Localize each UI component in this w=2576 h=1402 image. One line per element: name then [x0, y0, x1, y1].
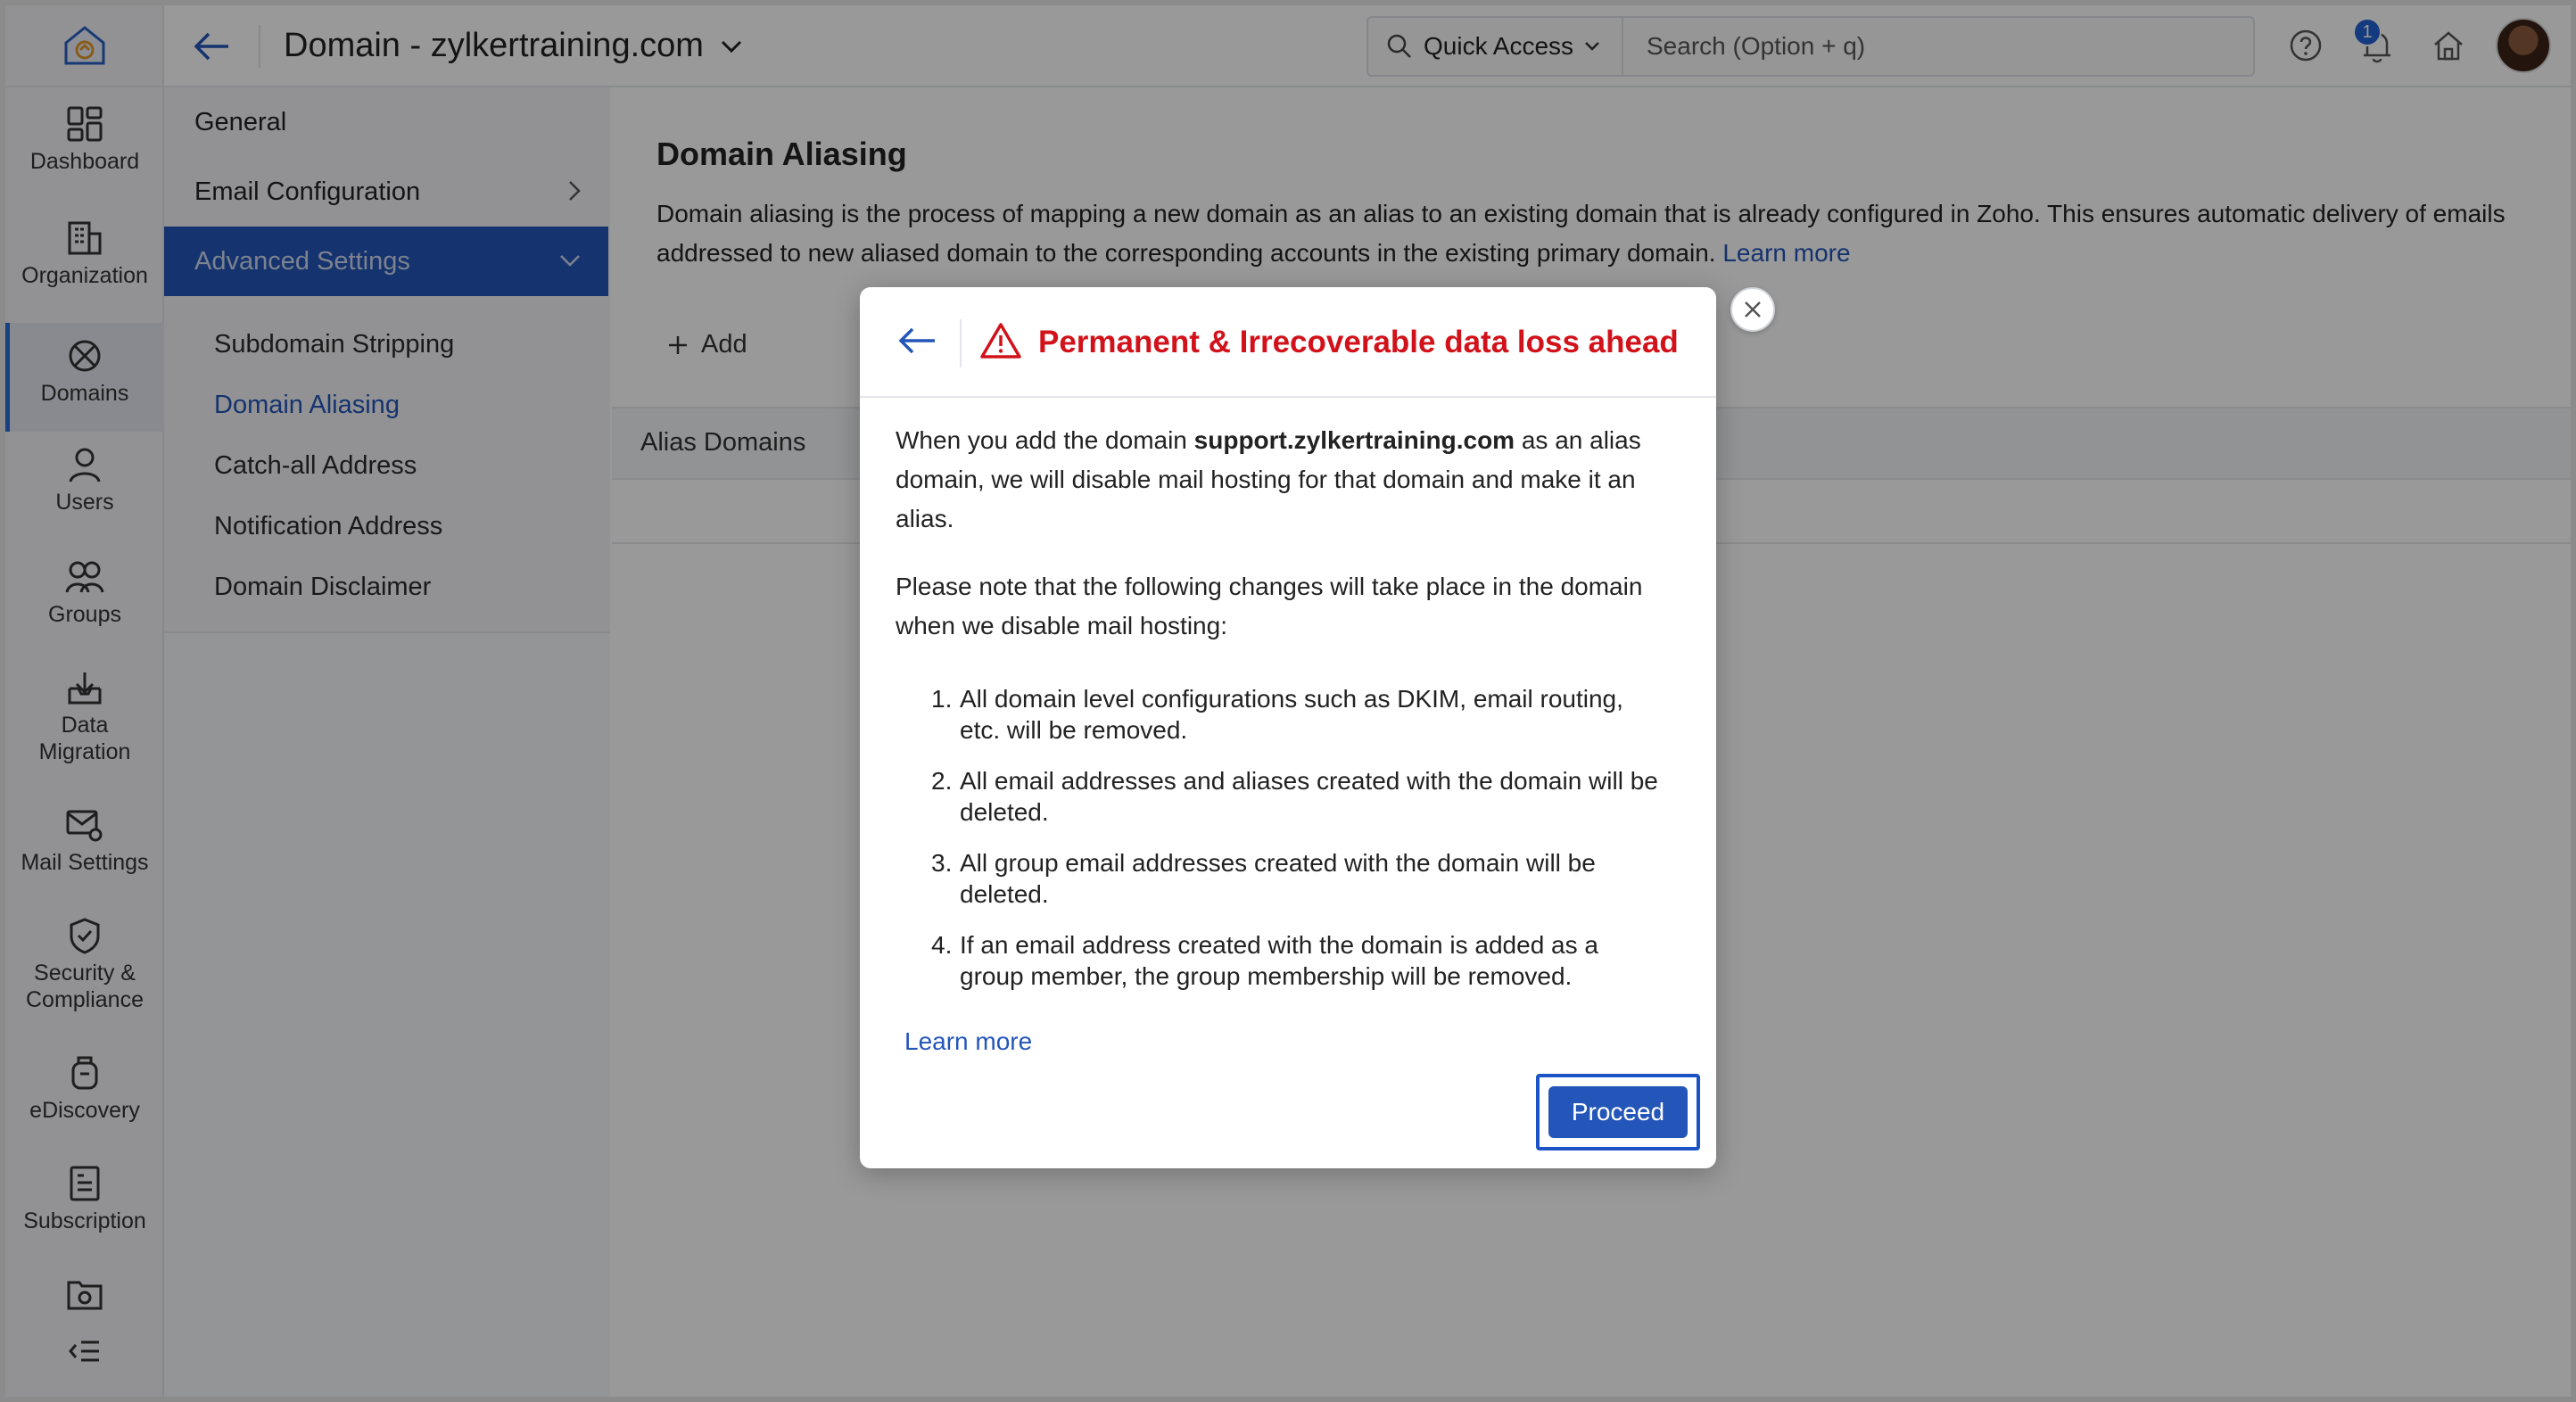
rail-label: Subscription	[23, 1208, 146, 1233]
nav-label: General	[194, 107, 287, 136]
nav-label: Email Configuration	[194, 177, 421, 206]
quick-access-label: Quick Access	[1424, 32, 1574, 60]
consequences-list	[931, 683, 1663, 1011]
rail-label: Users	[55, 490, 114, 515]
column-header-alias-domains: Alias Domains	[640, 428, 806, 457]
dialog-header	[860, 287, 1716, 398]
divider	[960, 319, 962, 367]
dialog-title: Permanent & Irrecoverable data loss ahead	[1038, 325, 1679, 359]
description-text: Domain aliasing is the process of mapping a new domain as an alias to an existing domain that is already configured in Zoho. This ensures automatic delivery of emails addressed to new aliased domain to the corresponding accounts in the existing primary domain.	[656, 200, 2506, 267]
nav-label: Advanced Settings	[194, 246, 410, 276]
back-arrow-icon	[897, 325, 938, 357]
list-item-text: If an email address created with the domain is added as a group member, the group membership will be removed.	[960, 931, 1598, 990]
rail-label: Mail Settings	[21, 850, 149, 875]
list-item-text: All group email addresses created with the domain will be deleted.	[960, 849, 1596, 908]
dialog-note: Please note that the following changes will take place in the domain when we disable mail hosting:	[896, 573, 1643, 639]
search-input[interactable]: Search (Option + q)	[1647, 32, 1866, 60]
dialog-back-button[interactable]	[897, 325, 938, 361]
close-icon	[1743, 300, 1763, 319]
list-item: 2. All email addresses and aliases created with the domain will be deleted.	[931, 767, 1658, 826]
sub-item-domain-aliasing[interactable]: Domain Aliasing	[214, 391, 400, 419]
warning-icon	[979, 321, 1022, 365]
sub-item-subdomain-stripping[interactable]: Subdomain Stripping	[214, 330, 455, 359]
learn-more-link[interactable]: Learn more	[1722, 239, 1851, 267]
rail-label: eDiscovery	[29, 1098, 140, 1123]
rail-label: Data Migration	[38, 713, 131, 764]
intro-suffix: as an alias domain, we will disable mail hosting for that domain and make it an alias.	[896, 426, 1641, 532]
rail-label: Organization	[21, 263, 148, 288]
dialog-learn-more-link[interactable]: Learn more	[904, 1027, 1033, 1055]
alias-domain-name: support.zylkertraining.com	[1193, 426, 1515, 454]
rail-label: Groups	[48, 602, 121, 627]
list-item-text: All domain level configurations such as DKIM, email routing, etc. will be removed.	[960, 685, 1623, 744]
sub-item-catch-all-address[interactable]: Catch-all Address	[214, 451, 417, 480]
section-title: Domain Aliasing	[656, 136, 907, 172]
page-title: Domain - zylkertraining.com	[284, 27, 704, 64]
rail-label: Dashboard	[29, 149, 140, 174]
list-item-text: All email addresses and aliases created with the domain will be deleted.	[960, 767, 1658, 826]
list-item: 1. All domain level configurations such as DKIM, email routing, etc. will be removed.	[931, 685, 1623, 744]
intro-prefix: When you add the domain	[896, 426, 1187, 454]
close-dialog-button[interactable]	[1730, 287, 1775, 332]
dialog-body	[896, 421, 1680, 674]
list-item: 3. All group email addresses created with the domain will be deleted.	[931, 849, 1596, 908]
proceed-button[interactable]: Proceed	[1548, 1086, 1688, 1138]
sub-item-domain-disclaimer[interactable]: Domain Disclaimer	[214, 573, 432, 601]
rail-label: Security & Compliance	[25, 961, 144, 1012]
dialog-intro	[896, 421, 1680, 539]
rail-label: Domains	[40, 381, 129, 406]
confirmation-dialog	[860, 287, 1716, 1168]
sub-item-notification-address[interactable]: Notification Address	[214, 512, 443, 540]
notification-badge: 1	[2353, 18, 2382, 46]
list-item: 4. If an email address created with the domain is added as a group member, the group membership will be removed.	[931, 931, 1598, 990]
add-label: Add	[701, 330, 747, 359]
